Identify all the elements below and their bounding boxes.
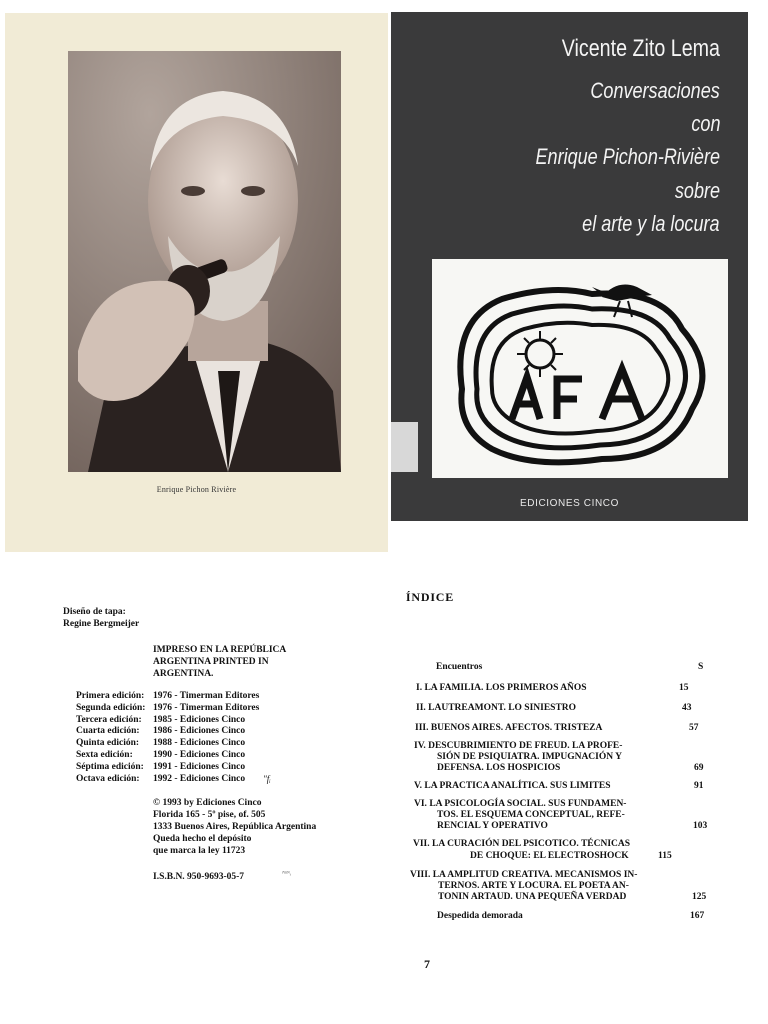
- edition-value: 1988 - Ediciones Cinco: [153, 738, 246, 749]
- toc-chapter-number: I.: [416, 683, 423, 693]
- edition-label: Cuarta edición:: [76, 726, 140, 737]
- toc-chapter-number: VII.: [413, 839, 430, 849]
- portrait-photo: [68, 51, 341, 472]
- edition-value: 1991 - Ediciones Cinco: [153, 761, 246, 772]
- edition-value: 1985 - Ediciones Cinco: [153, 714, 246, 725]
- toc-entry-title: LAUTREAMONT. LO SINIESTRO: [428, 703, 577, 713]
- toc-entry-continuation: [437, 752, 622, 763]
- edition-value: 1992 - Ediciones Cinco: [153, 773, 246, 784]
- toc-page-number: 69: [694, 763, 704, 773]
- toc-chapter-number: VI.: [414, 799, 427, 809]
- toc-entry: [436, 662, 482, 673]
- toc-entry: [414, 741, 622, 752]
- toc-entry-continuation: [438, 892, 626, 903]
- toc-entry: [414, 781, 610, 792]
- cover-title-line: con: [690, 111, 720, 136]
- page-number: 7: [424, 957, 430, 971]
- toc-page-number: 167: [690, 911, 705, 921]
- toc-page-number: 57: [689, 723, 699, 733]
- toc-entry: [413, 839, 630, 850]
- cover-tab: [391, 422, 418, 472]
- toc-chapter-number: IV.: [414, 741, 426, 751]
- toc-entry-title: DESCUBRIMIENTO DE FREUD. LA PROFE-: [428, 741, 623, 751]
- design-credit: [63, 606, 139, 630]
- toc-entry-title: LA PSICOLOGÍA SOCIAL. SUS FUNDAMEN-: [429, 799, 627, 809]
- handwritten-mark: "fᵢ: [263, 773, 271, 784]
- toc-chapter-number: II.: [416, 703, 426, 713]
- toc-page-number: S: [698, 662, 704, 672]
- toc-entry-title: LA PRACTICA ANALÍTICA. SUS LIMITES: [424, 781, 611, 791]
- toc-entry: [415, 723, 602, 734]
- edition-label: Tercera edición:: [76, 714, 142, 725]
- edition-value: 1976 - Timerman Editores: [153, 691, 260, 701]
- toc-entry: [416, 683, 587, 694]
- toc-chapter-number: III.: [415, 723, 429, 733]
- toc-entry-title: DEFENSA. LOS HOSPICIOS: [437, 763, 561, 773]
- design-credit-label: Diseño de tapa:: [63, 607, 126, 617]
- edition-label: Octava edición:: [76, 773, 140, 784]
- copyright-line: © 1993 by Ediciones Cinco: [153, 798, 262, 808]
- edition-value: 1976 - Timerman Editores: [153, 702, 260, 713]
- toc-page-number: 15: [679, 683, 689, 693]
- copyright-line: Queda hecho el depósito: [153, 834, 252, 844]
- toc-entry-title: TERNOS. ARTE Y LOCURA. EL POETA AN-: [438, 881, 629, 891]
- toc-entry: [410, 870, 637, 881]
- toc-entry-continuation: [437, 810, 625, 821]
- toc-entry-continuation: [438, 881, 629, 892]
- toc-entry-title: LA AMPLITUD CREATIVA. MECANISMOS IN-: [432, 870, 638, 880]
- toc-entry-title: DE CHOQUE: EL ELECTROSHOCK: [470, 851, 629, 861]
- cover-title-line: Enrique Pichon-Rivière: [535, 144, 720, 169]
- toc-entry-title: RENCIAL Y OPERATIVO: [437, 821, 548, 831]
- photo-page: [5, 13, 388, 552]
- copyright-line: que marca la ley 11723: [153, 846, 246, 856]
- edition-label: Quinta edición:: [76, 738, 140, 749]
- photo-caption: Enrique Pichon Rivière: [156, 485, 237, 494]
- toc-entry-continuation: [437, 821, 548, 832]
- book-cover: [391, 12, 748, 521]
- cover-title-line: el arte y la locura: [582, 211, 720, 236]
- toc-page-number: 43: [682, 703, 692, 713]
- toc-entry-title: Encuentros: [436, 662, 483, 672]
- isbn: I.S.B.N. 950-9693-05-7: [153, 872, 245, 882]
- toc-page-number: 91: [694, 781, 704, 791]
- edition-value: 1990 - Ediciones Cinco: [153, 749, 246, 760]
- toc-entry: [414, 799, 626, 810]
- toc-entry-title: LA CURACIÓN DEL PSICOTICO. TÉCNICAS: [432, 839, 631, 849]
- toc-chapter-number: VIII.: [410, 870, 431, 880]
- toc-entry-title: Despedida demorada: [437, 911, 523, 921]
- toc-entry-title: BUENOS AIRES. AFECTOS. TRISTEZA: [430, 723, 603, 733]
- cover-illustration: [432, 259, 728, 478]
- stamp-mark: ᶦ'ᵐᴺᵢ: [282, 871, 291, 877]
- index-title: ÍNDICE: [405, 590, 455, 604]
- toc-entry-title: LA FAMILIA. LOS PRIMEROS AÑOS: [424, 683, 587, 693]
- copyright-line: 1333 Buenos Aires, República Argentina: [153, 822, 317, 832]
- copyright-block: [153, 797, 316, 857]
- toc-page-number: 125: [692, 892, 707, 902]
- toc-entry-title: TONIN ARTAUD. UNA PEQUEÑA VERDAD: [438, 892, 627, 902]
- cover-title-line: sobre: [674, 178, 720, 203]
- toc-entry-continuation: [470, 851, 629, 862]
- edition-label: Séptima edición:: [76, 761, 144, 772]
- edition-label: Sexta edición:: [76, 749, 133, 760]
- edition-value: 1986 - Ediciones Cinco: [153, 726, 246, 737]
- toc-page-number: 115: [658, 851, 672, 861]
- toc-entry-continuation: [437, 763, 560, 774]
- toc-page-number: 103: [693, 821, 708, 831]
- toc-entry: [416, 703, 576, 714]
- toc-entry-title: SIÓN DE PSIQUIATRA. IMPUGNACIÓN Y: [437, 752, 622, 762]
- cover-publisher: EDICIONES CINCO: [519, 498, 619, 509]
- toc-entry: [437, 911, 523, 922]
- edition-label: Primera edición:: [76, 691, 145, 701]
- toc-entry-title: TOS. EL ESQUEMA CONCEPTUAL, REFE-: [437, 810, 625, 820]
- cover-title-line: Conversaciones: [590, 78, 720, 103]
- toc-chapter-number: V.: [414, 781, 423, 791]
- edition-label: Segunda edición:: [76, 702, 146, 713]
- design-credit-name: Regine Bergmeijer: [63, 619, 140, 629]
- printed-in-statement: IMPRESO EN LA REPÚBLICA ARGENTINA PRINTED IN ARGENTINA.: [153, 645, 286, 679]
- cover-author: Vicente Zito Lema: [561, 35, 720, 62]
- copyright-line: Florida 165 - 5º pise, of. 505: [153, 810, 266, 820]
